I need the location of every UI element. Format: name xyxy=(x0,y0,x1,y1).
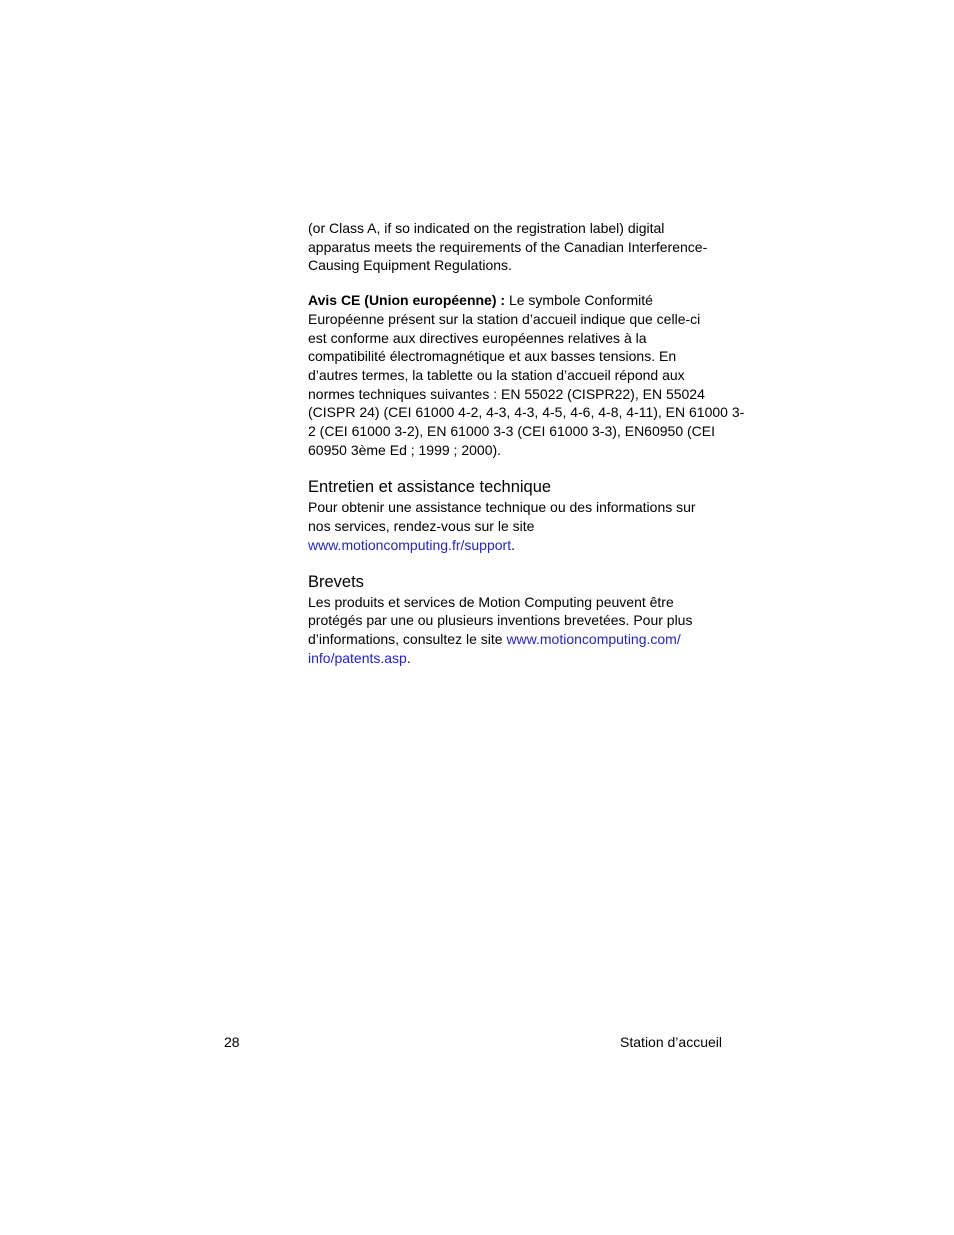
ce-notice-paragraph xyxy=(308,291,745,459)
text-line: apparatus meets the requirements of the Canadian Interference- xyxy=(308,238,708,255)
text-line xyxy=(308,649,738,668)
text-line: (CISPR 24) (CEI 61000 4-2, 4-3, 4-3, 4-5, 4-6, 4-8, 4-11), EN 61000 3- xyxy=(308,404,745,421)
page-content xyxy=(308,219,745,667)
support-section xyxy=(308,477,738,554)
patents-link-part1[interactable]: www.motioncomputing.com/ xyxy=(506,630,681,647)
text-line: nos services, rendez-vous sur le site xyxy=(308,518,535,535)
patents-heading: Brevets xyxy=(308,572,364,591)
text-line: (or Class A, if so indicated on the registration label) digital xyxy=(308,220,665,236)
canadian-notice-paragraph xyxy=(308,219,738,275)
text-line: d’autres termes, la tablette ou la station d’accueil répond aux xyxy=(308,366,685,383)
text-line: 60950 3ème Ed ; 1999 ; 2000). xyxy=(308,441,502,458)
patents-link-part2[interactable]: info/patents.asp xyxy=(308,649,407,666)
footer-section-title: Station d’accueil xyxy=(620,1034,722,1050)
text-line: Les produits et services de Motion Computing peuvent être xyxy=(308,593,674,610)
patents-line-prefix: d’informations, consultez le site xyxy=(308,630,507,647)
text-line: normes techniques suivantes : EN 55022 (CISPR22), EN 55024 xyxy=(308,385,705,402)
patents-section xyxy=(308,572,738,668)
text-line: Causing Equipment Regulations. xyxy=(308,257,512,274)
text-line: Pour obtenir une assistance technique ou des informations sur xyxy=(308,499,696,516)
text-line xyxy=(308,536,738,555)
text-line: compatibilité électromagnétique et aux basses tensions. En xyxy=(308,348,677,365)
ce-notice-label: Avis CE (Union européenne) : xyxy=(308,292,506,309)
support-link[interactable]: www.motioncomputing.fr/support xyxy=(308,536,512,553)
page-number: 28 xyxy=(224,1034,240,1050)
ce-notice-first-line: Le symbole Conformité xyxy=(505,292,653,309)
link-suffix: . xyxy=(511,536,515,553)
text-line: Européenne présent sur la station d’accueil indique que celle-ci xyxy=(308,310,701,327)
text-line: protégés par une ou plusieurs inventions brevetées. Pour plus xyxy=(308,612,693,629)
patents-paragraph xyxy=(308,593,738,668)
text-line: 2 (CEI 61000 3-2), EN 61000 3-3 (CEI 61000 3-3), EN60950 (CEI xyxy=(308,423,715,440)
text-line xyxy=(308,630,738,649)
text-line xyxy=(308,291,738,310)
text-line: est conforme aux directives européennes relatives à la xyxy=(308,329,647,346)
support-heading: Entretien et assistance technique xyxy=(308,478,552,497)
link-suffix: . xyxy=(406,649,411,666)
support-paragraph xyxy=(308,498,738,554)
